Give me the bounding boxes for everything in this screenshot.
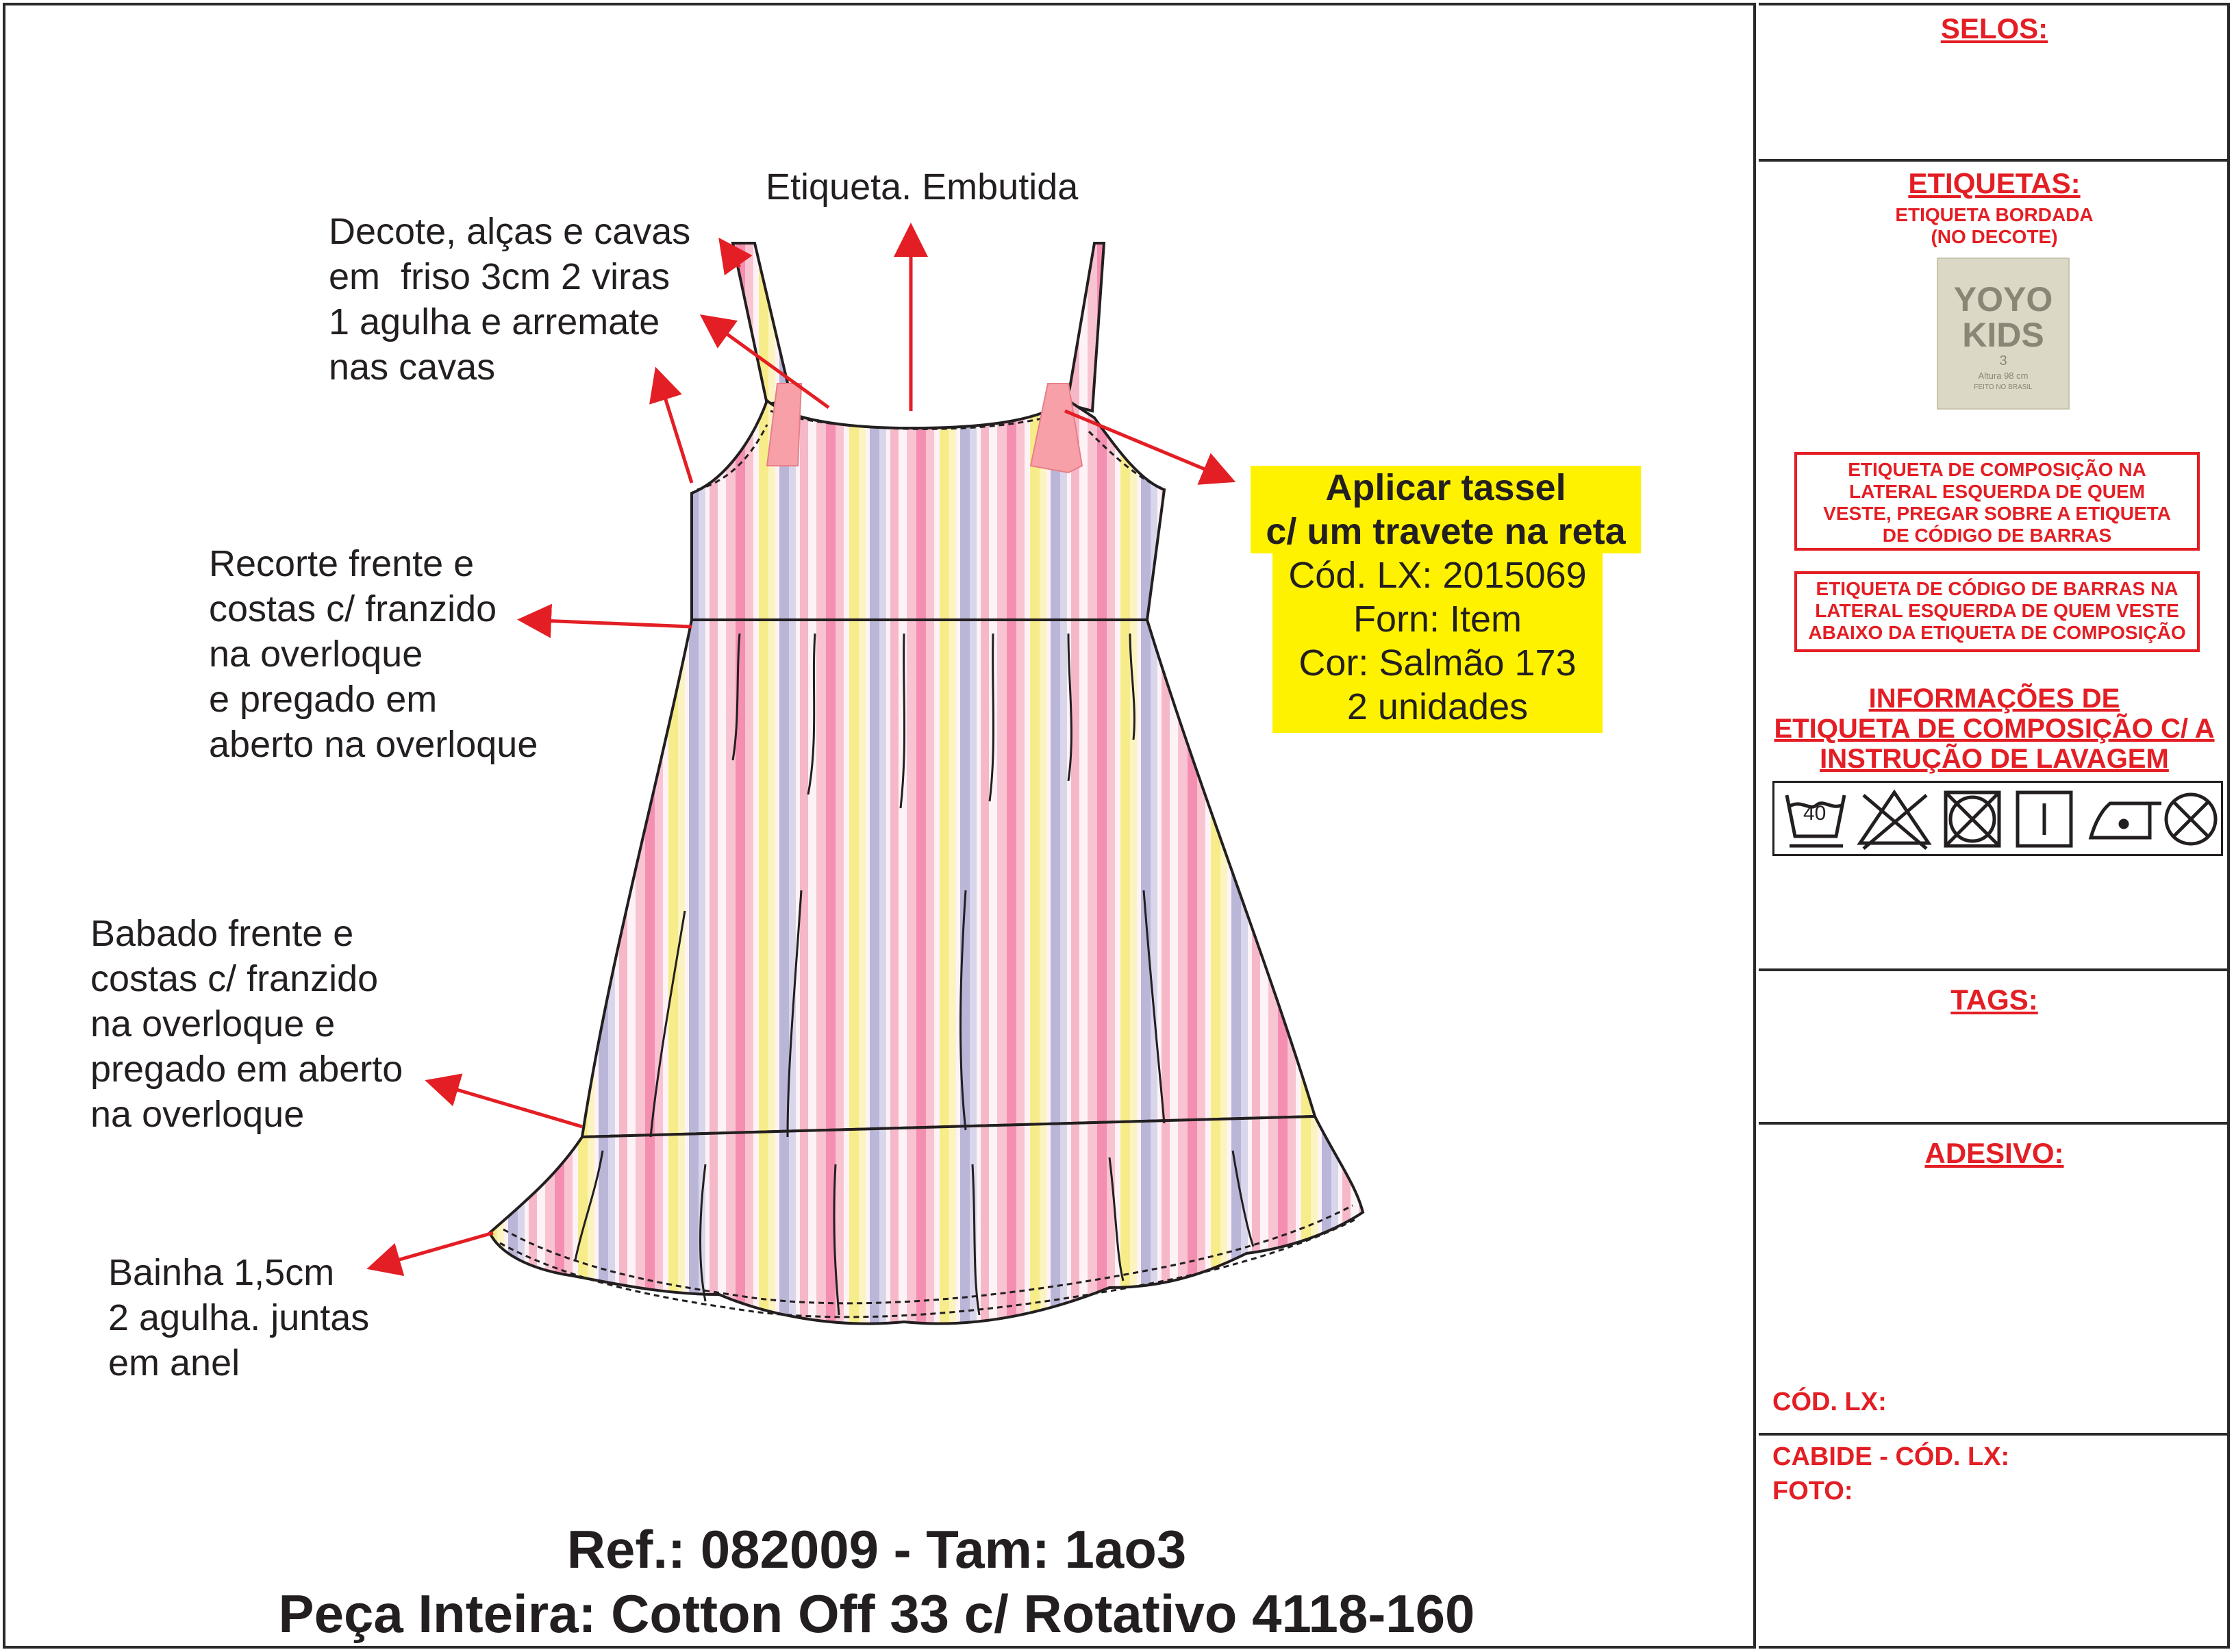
info-lavagem-heading: INFORMAÇÕES DE ETIQUETA DE COMPOSIÇÃO C/ A INSTRUÇÃO DE LAVAGEM (1774, 684, 2215, 774)
tags-heading: TAGS: (1950, 984, 2038, 1016)
iron-low-icon (2091, 803, 2161, 838)
wash-temp-label: 40 (1803, 802, 1827, 825)
tassel-heading-2: c/ um travete na reta (1251, 510, 1641, 553)
label-origin: FEITO NO BRASIL (1974, 384, 2033, 391)
adesivo-heading: ADESIVO: (1924, 1137, 2064, 1169)
annotation-decote: Decote, alças e cavas em friso 3cm 2 viras 1 agulha e arremate nas cavas (329, 211, 691, 388)
tassel-quantity: 2 unidades (1272, 685, 1603, 733)
tassel-color: Cor: Salmão 173 (1272, 641, 1603, 685)
selos-heading: SELOS: (1940, 12, 2048, 45)
care-symbols-strip (1772, 781, 2223, 856)
foto-label: FOTO: (1772, 1477, 1853, 1505)
fabric-title: Peça Inteira: Cotton Off 33 c/ Rotativo 4118-160 (278, 1584, 1475, 1644)
annotation-babado: Babado frente e costas c/ franzido na overloque e pregado em aberto na overloque (90, 913, 403, 1135)
tassel-heading-1: Aplicar tassel (1251, 466, 1641, 510)
annotation-etiqueta: Etiqueta. Embutida (766, 166, 1079, 208)
no-dry-clean-icon (2166, 794, 2216, 844)
dress-sketch (490, 243, 1363, 1324)
cod-lx-label: CÓD. LX: (1772, 1388, 1887, 1416)
brand-label-image (1937, 258, 2070, 410)
no-bleach-icon (1860, 792, 1929, 849)
cabide-label: CABIDE - CÓD. LX: (1772, 1442, 2010, 1471)
reference-title: Ref.: 082009 - Tam: 1ao3 (566, 1519, 1187, 1579)
tassel-code: Cód. LX: 2015069 (1272, 553, 1603, 597)
tassel-supplier: Forn: Item (1272, 597, 1603, 641)
no-tumble-dry-icon (1946, 792, 1999, 846)
etiquetas-heading: ETIQUETAS: (1908, 167, 2081, 199)
codigo-barras-instruction-box: ETIQUETA DE CÓDIGO DE BARRAS NA LATERAL ESQUERDA DE QUEM VESTE ABAIXO DA ETIQUETA DE COMPOSIÇÃO (1794, 571, 2200, 652)
label-size: 3 (1999, 353, 2007, 368)
label-height: Altura 98 cm (1978, 371, 2029, 381)
composicao-instruction-box: ETIQUETA DE COMPOSIÇÃO NA LATERAL ESQUERDA DE QUEM VESTE, PREGAR SOBRE A ETIQUETA DE CÓDIGO DE BARRAS (1794, 452, 2200, 551)
etiqueta-bordada-text: ETIQUETA BORDADA (NO DECOTE) (1895, 204, 2094, 247)
brand-logo-top: YOYO (1953, 280, 2053, 318)
annotation-recorte: Recorte frente e costas c/ franzido na overloque e pregado em aberto na overloque (209, 543, 538, 765)
line-dry-icon (2018, 792, 2071, 846)
brand-logo-bottom: KIDS (1962, 316, 2044, 354)
annotation-bainha: Bainha 1,5cm 2 agulha. juntas em anel (108, 1252, 370, 1384)
